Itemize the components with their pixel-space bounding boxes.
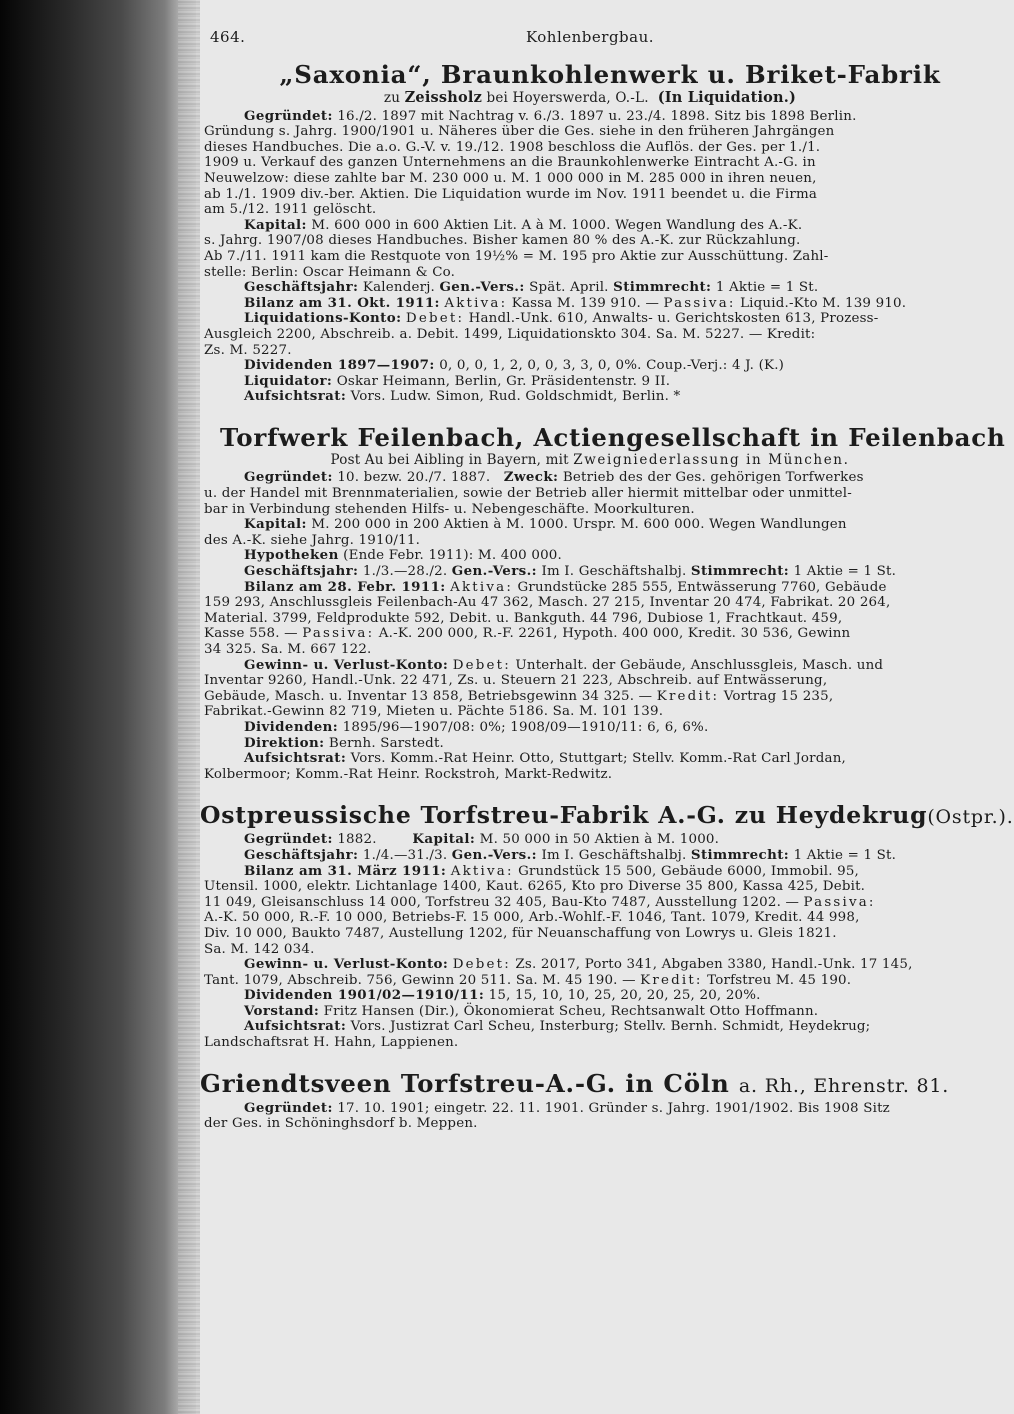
text-line: des A.-K. siehe Jahrg. 1910/11. <box>204 532 421 548</box>
section-subtitle: zu Zeissholz bei Hoyerswerda, O.-L. (In Liquidation.) <box>383 89 797 106</box>
entry-geschaeftsjahr: Geschäftsjahr: 1./3.—28./2. Gen.-Vers.: Im I. Geschäftshalbj. Stimmrecht: 1 Aktie = 1 St. <box>244 563 897 580</box>
entry-liquidator: Liquidator: Oskar Heimann, Berlin, Gr. Präsidentenstr. 9 II. <box>244 372 671 389</box>
entry-dividenden: Dividenden 1897—1907: 0, 0, 0, 1, 2, 0, 0, 3, 3, 0, 0%. Coup.-Verj.: 4 J. (K.) <box>244 357 785 374</box>
text-line: Kolbermoor; Komm.-Rat Heinr. Rockstroh, Markt-Redwitz. <box>204 766 613 782</box>
text-line: Kasse 558. — Passiva: A.-K. 200 000, R.-F. 2261, Hypoth. 400 000, Kredit. 30 536, Gewinn <box>204 626 851 642</box>
text-line: stelle: Berlin: Oscar Heimann & Co. <box>204 264 456 280</box>
text-line: der Ges. in Schöninghsdorf b. Meppen. <box>204 1116 478 1132</box>
section-title: „Saxonia“, Braunkohlenwerk u. Briket-Fabrik <box>279 60 941 89</box>
text-line: Neuwelzow: diese zahlte bar M. 230 000 u. M. 1 000 000 in M. 285 000 in ihren neuen, <box>204 170 817 186</box>
page <box>198 18 1014 1398</box>
entry-bilanz: Bilanz am 31. Okt. 1911: Aktiva: Kassa M. 139 910. — Passiva: Liquid.-Kto M. 139 910. <box>244 294 907 311</box>
text-line: dieses Handbuches. Die a.o. G.-V. v. 19./12. 1908 beschloss die Auflös. der Ges. per 1./1. <box>204 139 821 155</box>
text-line: 1909 u. Verkauf des ganzen Unternehmens an die Braunkohlenwerke Eintracht A.-G. in <box>204 155 816 171</box>
entry-bilanz: Bilanz am 28. Febr. 1911: Aktiva: Grundstücke 285 555, Entwässerung 7760, Gebäude <box>244 578 887 595</box>
entry-gegruendet: Gegründet: 1882. Kapital: M. 50 000 in 50 Aktien à M. 1000. <box>244 831 720 848</box>
text-line: Inventar 9260, Handl.-Unk. 22 471, Zs. u. Steuern 21 223, Abschreib. auf Entwässerung, <box>204 673 828 689</box>
entry-bilanz: Bilanz am 31. März 1911: Aktiva: Grundstück 15 500, Gebäude 6000, Immobil. 95, <box>244 862 860 879</box>
entry-liquidations-konto: Liquidations-Konto: Debet: Handl.-Unk. 610, Anwalts- u. Gerichtskosten 613, Prozess- <box>244 310 879 327</box>
entry-hypotheken: Hypotheken (Ende Febr. 1911): M. 400 000. <box>244 547 562 564</box>
text-line: Zs. M. 5227. <box>204 342 292 358</box>
entry-kapital: Kapital: M. 200 000 in 200 Aktien à M. 1000. Urspr. M. 600 000. Wegen Wandlungen <box>244 516 847 533</box>
entry-gewinn-verlust: Gewinn- u. Verlust-Konto: Debet: Zs. 2017, Porto 341, Abgaben 3380, Handl.-Unk. 17 145, <box>244 956 913 973</box>
section-title: Ostpreussische Torfstreu-Fabrik A.-G. zu Heydekrug(Ostpr.). <box>200 801 1014 830</box>
text-line: 34 325. Sa. M. 667 122. <box>204 642 372 657</box>
entry-aufsichtsrat: Aufsichtsrat: Vors. Komm.-Rat Heinr. Otto, Stuttgart; Stellv. Komm.-Rat Carl Jordan, <box>244 750 847 767</box>
text-line: A.-K. 50 000, R.-F. 10 000, Betriebs-F. 15 000, Arb.-Wohlf.-F. 1046, Tant. 1079, Kredit. 44 998, <box>204 910 860 926</box>
section-torfwerk-feilenbach <box>198 422 1006 782</box>
entry-vorstand: Vorstand: Fritz Hansen (Dir.), Ökonomierat Scheu, Rechtsanwalt Otto Hoffmann. <box>244 1002 819 1019</box>
entry-dividenden: Dividenden: 1895/96—1907/08: 0%; 1908/09—1910/11: 6, 6, 6%. <box>244 718 709 735</box>
page-edges <box>178 0 200 1414</box>
text-line: u. der Handel mit Brennmaterialien, sowie der Betrieb aller hiermit mittelbar oder unmittel- <box>204 486 853 502</box>
entry-gewinn-verlust: Gewinn- u. Verlust-Konto: Debet: Unterhalt. der Gebäude, Anschlussgleis, Masch. und <box>244 656 884 673</box>
section-subtitle: Post Au bei Aibling in Bayern, mit Zweigniederlassung in München. <box>330 451 850 468</box>
entry-gegruendet: Gegründet: 17. 10. 1901; eingetr. 22. 11. 1901. Gründer s. Jahrg. 1901/1902. Bis 1908 Sitz <box>244 1099 890 1116</box>
section-saxonia <box>198 60 982 405</box>
text-line: Gebäude, Masch. u. Inventar 13 858, Betriebsgewinn 34 325. — Kredit: Vortrag 15 235, <box>204 688 834 704</box>
entry-gegruendet: Gegründet: 10. bezw. 20./7. 1887. Zweck: Betrieb des der Ges. gehörigen Torfwerkes <box>244 469 864 486</box>
section-title: Griendtsveen Torfstreu-A.-G. in Cöln a. Rh., Ehrenstr. 81. <box>200 1068 950 1098</box>
page-number: 464. <box>210 28 246 46</box>
entry-geschaeftsjahr: Geschäftsjahr: Kalenderj. Gen.-Vers.: Spät. April. Stimmrecht: 1 Aktie = 1 St. <box>244 279 819 296</box>
text-line: Gründung s. Jahrg. 1900/1901 u. Näheres über die Ges. siehe in den früheren Jahrgängen <box>204 124 835 140</box>
text-line: Ausgleich 2200, Abschreib. a. Debit. 1499, Liquidationskto 304. Sa. M. 5227. — Kredit: <box>204 326 816 342</box>
section-title: Torfwerk Feilenbach, Actiengesellschaft in Feilenbach <box>220 422 1006 452</box>
entry-kapital: Kapital: M. 600 000 in 600 Aktien Lit. A à M. 1000. Wegen Wandlung des A.-K. <box>244 216 803 233</box>
text-line: Ab 7./11. 1911 kam die Restquote von 19½% = M. 195 pro Aktie zur Ausschüttung. Zahl- <box>204 248 829 264</box>
entry-gegruendet: Gegründet: 16./2. 1897 mit Nachtrag v. 6./3. 1897 u. 23./4. 1898. Sitz bis 1898 Berlin. <box>244 107 857 124</box>
text-line: Div. 10 000, Baukto 7487, Austellung 1202, für Neuanschaffung von Lowrys u. Gleis 1821. <box>204 925 837 941</box>
running-title: Kohlenbergbau. <box>525 28 655 46</box>
text-line: Utensil. 1000, elektr. Lichtanlage 1400, Kaut. 6265, Kto pro Diverse 35 800, Kassa 425, Debit. <box>204 879 866 895</box>
text-line: bar in Verbindung stehenden Hilfs- u. Nebengeschäfte. Moorkulturen. <box>204 501 695 517</box>
text-line: Sa. M. 142 034. <box>204 941 315 957</box>
entry-geschaeftsjahr: Geschäftsjahr: 1./4.—31./3. Gen.-Vers.: Im I. Geschäftshalbj. Stimmrecht: 1 Aktie = 1 St. <box>244 846 897 863</box>
page-header <box>198 18 982 54</box>
text-line: ab 1./1. 1909 div.-ber. Aktien. Die Liquidation wurde im Nov. 1911 beendet u. die Firma <box>204 186 818 202</box>
book-spine <box>0 0 196 1414</box>
text-line: 159 293, Anschlussgleis Feilenbach-Au 47 362, Masch. 27 215, Inventar 20 474, Fabrikat. 20 264, <box>204 595 891 611</box>
section-griendtsveen <box>198 1069 982 1132</box>
text-line: Landschaftsrat H. Hahn, Lappienen. <box>204 1035 459 1051</box>
text-line: Fabrikat.-Gewinn 82 719, Mieten u. Pächte 5186. Sa. M. 101 139. <box>204 704 664 720</box>
entry-aufsichtsrat: Aufsichtsrat: Vors. Ludw. Simon, Rud. Goldschmidt, Berlin. * <box>244 388 681 405</box>
entry-direktion: Direktion: Bernh. Sarstedt. <box>244 734 444 751</box>
section-ostpreussische-torfstreu <box>198 800 1014 1051</box>
text-line: 11 049, Gleisanschluss 14 000, Torfstreu 32 405, Bau-Kto 7487, Ausstellung 1202. — Passiva: <box>204 894 876 910</box>
text-line: s. Jahrg. 1907/08 dieses Handbuches. Bisher kamen 80 % des A.-K. zur Rückzahlung. <box>204 233 801 249</box>
entry-dividenden: Dividenden 1901/02—1910/11: 15, 15, 10, 10, 25, 20, 20, 25, 20, 20%. <box>244 987 761 1004</box>
entry-aufsichtsrat: Aufsichtsrat: Vors. Justizrat Carl Scheu, Insterburg; Stellv. Bernh. Schmidt, Heydekrug; <box>244 1018 871 1035</box>
text-line: Tant. 1079, Abschreib. 756, Gewinn 20 511. Sa. M. 45 190. — Kredit: Torfstreu M. 45 190. <box>204 972 852 988</box>
text-line: Material. 3799, Feldprodukte 592, Debit. u. Bankguth. 44 796, Dubiose 1, Frachtkaut. 459, <box>204 610 843 626</box>
text-line: am 5./12. 1911 gelöscht. <box>204 202 377 218</box>
